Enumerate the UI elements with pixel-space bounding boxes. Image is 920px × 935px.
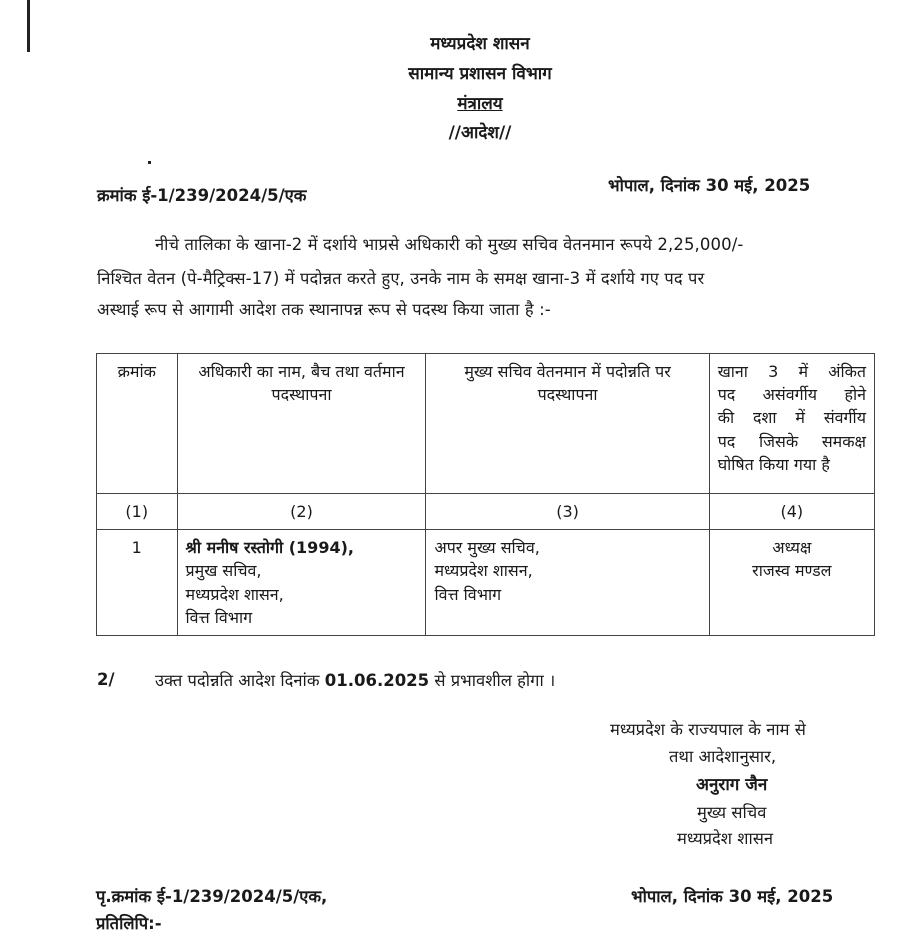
body-line-3: अस्थाई रूप से आगामी आदेश तक स्थानापन्न रूप से पदस्थ किया जाता है :- (97, 300, 551, 319)
column-number: (3) (426, 494, 709, 530)
order-number: क्रमांक ई-1/239/2024/5/एक (97, 186, 307, 205)
posting-government: मध्यप्रदेश शासन, (434, 561, 533, 581)
officer-department: वित्त विभाग (185, 607, 253, 627)
clause-text-after: से प्रभावशील होगा । (429, 671, 556, 690)
government-title: मध्यप्रदेश शासन (430, 34, 530, 54)
column-number: (1) (97, 494, 178, 530)
clause-text (155, 668, 555, 691)
officer-name: श्री मनीष रस्तोगी (1994), (185, 538, 354, 558)
row-serial: 1 (97, 530, 178, 636)
posting-designation: अपर मुख्य सचिव, (434, 538, 540, 558)
header-equivalent-line: की दशा में संवर्गीय (717, 408, 866, 428)
officer-government: मध्यप्रदेश शासन, (185, 584, 284, 604)
department-title: सामान्य प्रशासन विभाग (408, 64, 552, 84)
signatory-name: अनुराग जैन (696, 775, 768, 795)
signatory-office: मध्यप्रदेश शासन (677, 829, 774, 848)
header-equivalent-line: घोषित किया गया है (717, 454, 830, 474)
body-line-1: नीचे तालिका के खाना-2 में दर्शाये भाप्रसे अधिकारी को मुख्य सचिव वेतनमान रूपये 2,25,000/- (155, 235, 744, 254)
clause-effective-date: 01.06.2025 (324, 671, 430, 690)
table-header-row (97, 354, 875, 494)
column-number: (4) (709, 494, 874, 530)
header-posting: मुख्य सचिव वेतनमान में पदोन्नति पर पदस्थापना (426, 354, 709, 494)
column-number: (2) (177, 494, 426, 530)
header-equivalent-line: पद जिसके समकक्ष (717, 431, 866, 451)
row-officer (177, 530, 426, 636)
officer-designation: प्रमुख सचिव, (185, 561, 262, 581)
order-place-date: भोपाल, दिनांक 30 मई, 2025 (608, 176, 811, 195)
signature-order-line: तथा आदेशानुसार, (669, 747, 777, 766)
endorsement-place-date: भोपाल, दिनांक 30 मई, 2025 (631, 887, 834, 906)
signatory-designation: मुख्य सचिव (697, 803, 767, 822)
row-posting (426, 530, 709, 636)
column-number-row (97, 494, 875, 530)
speck-mark (148, 161, 151, 164)
equivalent-post: अध्यक्ष (772, 538, 812, 558)
posting-table (96, 353, 875, 636)
endorsement-number: पृ.क्रमांक ई-1/239/2024/5/एक, (96, 887, 328, 906)
row-equivalent (709, 530, 874, 636)
header-equivalent-line: खाना 3 में अंकित (717, 362, 866, 381)
body-line-2: निश्चित वेतन (पे-मैट्रिक्स-17) में पदोन्नत करते हुए, उनके नाम के समक्ष खाना-3 में दर्शाये गए पद पर (97, 269, 705, 288)
clause-text-before: उक्त पदोन्नति आदेश दिनांक (155, 671, 325, 690)
table-row (97, 530, 875, 636)
secretariat-title: मंत्रालय (457, 94, 503, 114)
header-equivalent-line: पद असंवर्गीय होने (717, 385, 866, 405)
posting-department: वित्त विभाग (434, 584, 502, 604)
copy-label: प्रतिलिपि:- (96, 914, 162, 933)
header-officer: अधिकारी का नाम, बैच तथा वर्तमान पदस्थापना (177, 354, 426, 494)
order-heading: //आदेश// (448, 123, 512, 143)
header-equivalent (709, 354, 874, 494)
header-serial: क्रमांक (97, 354, 178, 494)
signature-authority-line: मध्यप्रदेश के राज्यपाल के नाम से (610, 720, 806, 739)
equivalent-office: राजस्व मण्डल (752, 561, 832, 581)
clause-number: 2/ (97, 670, 115, 689)
